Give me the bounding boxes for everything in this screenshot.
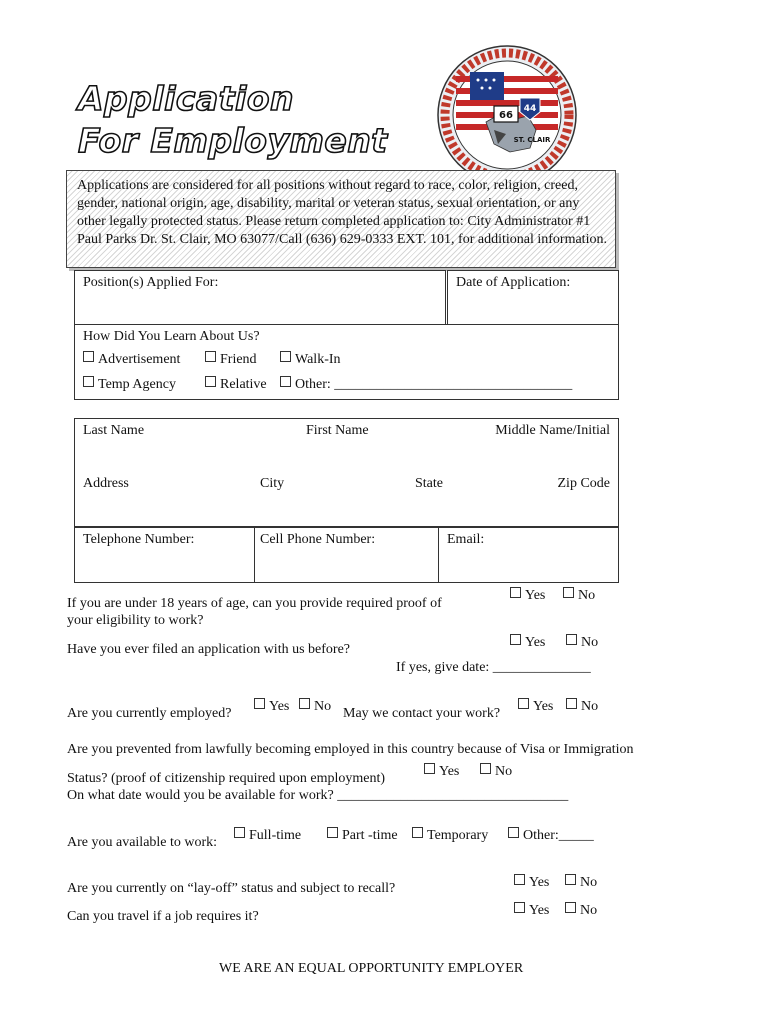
checkbox-employed-no[interactable] (299, 698, 310, 709)
visa-question-line-1: Are you prevented from lawfully becoming employed in this country because of Visa or Immigration (67, 742, 634, 757)
available-date-field[interactable]: On what date would you be available for work? _________________________________ (67, 788, 569, 803)
cell-phone-label: Cell Phone Number: (260, 532, 376, 547)
option-relative[interactable]: Relative (205, 376, 267, 393)
route-66-text: 66 (499, 110, 513, 121)
currently-employed-question: Are you currently employed? (67, 706, 232, 721)
eeo-notice-text: Applications are considered for all positions without regard to race, color, religion, creed, gender, national origin, age, disability, marital or veteran status, sexual orientation, or any other legally protected status. Please return completed application to: City Administrator #1 Paul Parks Dr. St. Clair, MO 63077/Call (636) 629-0333 EXT. 101, for additional information. (77, 178, 607, 247)
position-label: Position(s) Applied For: (83, 275, 219, 290)
first-name-label: First Name (306, 423, 369, 438)
checkbox-temp-agency[interactable] (83, 376, 94, 387)
option-friend[interactable]: Friend (205, 351, 257, 368)
option-other-availability[interactable]: Other:_____ (508, 827, 594, 844)
checkbox-part-time[interactable] (327, 827, 338, 838)
under-18-question-line-1: If you are under 18 years of age, can you provide required proof of (67, 596, 442, 611)
checkbox-filed-yes[interactable] (510, 634, 521, 645)
state-label: State (415, 476, 443, 491)
checkbox-layoff-no[interactable] (565, 874, 576, 885)
contact-work-yes[interactable]: Yes (518, 698, 553, 715)
checkbox-contact-no[interactable] (566, 698, 577, 709)
checkbox-visa-yes[interactable] (424, 763, 435, 774)
email-field[interactable] (438, 527, 619, 583)
travel-yes[interactable]: Yes (514, 902, 549, 919)
employed-no[interactable]: No (299, 698, 331, 715)
last-name-label: Last Name (83, 423, 145, 438)
layoff-yes[interactable]: Yes (514, 874, 549, 891)
checkbox-full-time[interactable] (234, 827, 245, 838)
option-part-time[interactable]: Part -time (327, 827, 398, 844)
title-line-1: Application (78, 79, 294, 118)
under-18-no[interactable]: No (563, 587, 595, 604)
filed-date-field[interactable]: If yes, give date: ______________ (396, 660, 591, 675)
eeo-notice-box (66, 170, 616, 268)
visa-no[interactable]: No (480, 763, 512, 780)
checkbox-other[interactable] (280, 376, 291, 387)
seal-city-text: ST. CLAIR (513, 136, 551, 144)
available-to-work-question: Are you available to work: (67, 835, 218, 850)
employed-yes[interactable]: Yes (254, 698, 289, 715)
checkbox-contact-yes[interactable] (518, 698, 529, 709)
middle-name-label: Middle Name/Initial (495, 423, 610, 438)
option-walk-in[interactable]: Walk-In (280, 351, 341, 368)
option-other[interactable]: Other: __________________________________ (280, 376, 572, 393)
date-of-application-field[interactable] (447, 270, 619, 326)
learn-about-us-label: How Did You Learn About Us? (83, 329, 260, 344)
checkbox-under-18-yes[interactable] (510, 587, 521, 598)
cell-phone-field[interactable] (254, 527, 440, 583)
city-seal-logo (436, 44, 578, 191)
travel-question: Can you travel if a job requires it? (67, 909, 259, 924)
travel-no[interactable]: No (565, 902, 597, 919)
checkbox-temporary[interactable] (412, 827, 423, 838)
option-temp-agency[interactable]: Temp Agency (83, 376, 176, 393)
checkbox-visa-no[interactable] (480, 763, 491, 774)
checkbox-employed-yes[interactable] (254, 698, 265, 709)
under-18-question-line-2: your eligibility to work? (67, 613, 204, 628)
filed-before-yes[interactable]: Yes (510, 634, 545, 651)
checkbox-walk-in[interactable] (280, 351, 291, 362)
visa-question-line-2: Status? (proof of citizenship required upon employment) (67, 771, 386, 786)
position-field[interactable] (74, 270, 446, 326)
filed-before-no[interactable]: No (566, 634, 598, 651)
layoff-no[interactable]: No (565, 874, 597, 891)
layoff-question: Are you currently on “lay-off” status and subject to recall? (67, 881, 396, 896)
date-of-application-label: Date of Application: (456, 275, 571, 290)
contact-work-no[interactable]: No (566, 698, 598, 715)
address-row[interactable] (74, 472, 619, 527)
email-label: Email: (447, 532, 485, 547)
zip-code-label: Zip Code (557, 476, 610, 491)
address-label: Address (83, 476, 129, 491)
visa-yes[interactable]: Yes (424, 763, 459, 780)
checkbox-relative[interactable] (205, 376, 216, 387)
checkbox-friend[interactable] (205, 351, 216, 362)
filed-before-question: Have you ever filed an application with us before? (67, 642, 351, 657)
title-line-2: For Employment (78, 121, 388, 160)
contact-work-question: May we contact your work? (343, 706, 501, 721)
checkbox-layoff-yes[interactable] (514, 874, 525, 885)
telephone-field[interactable] (74, 527, 256, 583)
option-temporary[interactable]: Temporary (412, 827, 488, 844)
name-row[interactable] (74, 418, 619, 474)
option-full-time[interactable]: Full-time (234, 827, 301, 844)
equal-opportunity-footer: WE ARE AN EQUAL OPPORTUNITY EMPLOYER (219, 961, 524, 976)
checkbox-advertisement[interactable] (83, 351, 94, 362)
option-advertisement[interactable]: Advertisement (83, 351, 180, 368)
learn-about-us-section (74, 324, 619, 400)
checkbox-travel-no[interactable] (565, 902, 576, 913)
interstate-44-text: 44 (523, 104, 537, 114)
city-label: City (260, 476, 285, 491)
telephone-label: Telephone Number: (83, 532, 195, 547)
checkbox-under-18-no[interactable] (563, 587, 574, 598)
checkbox-travel-yes[interactable] (514, 902, 525, 913)
checkbox-filed-no[interactable] (566, 634, 577, 645)
checkbox-other-availability[interactable] (508, 827, 519, 838)
under-18-yes[interactable]: Yes (510, 587, 545, 604)
